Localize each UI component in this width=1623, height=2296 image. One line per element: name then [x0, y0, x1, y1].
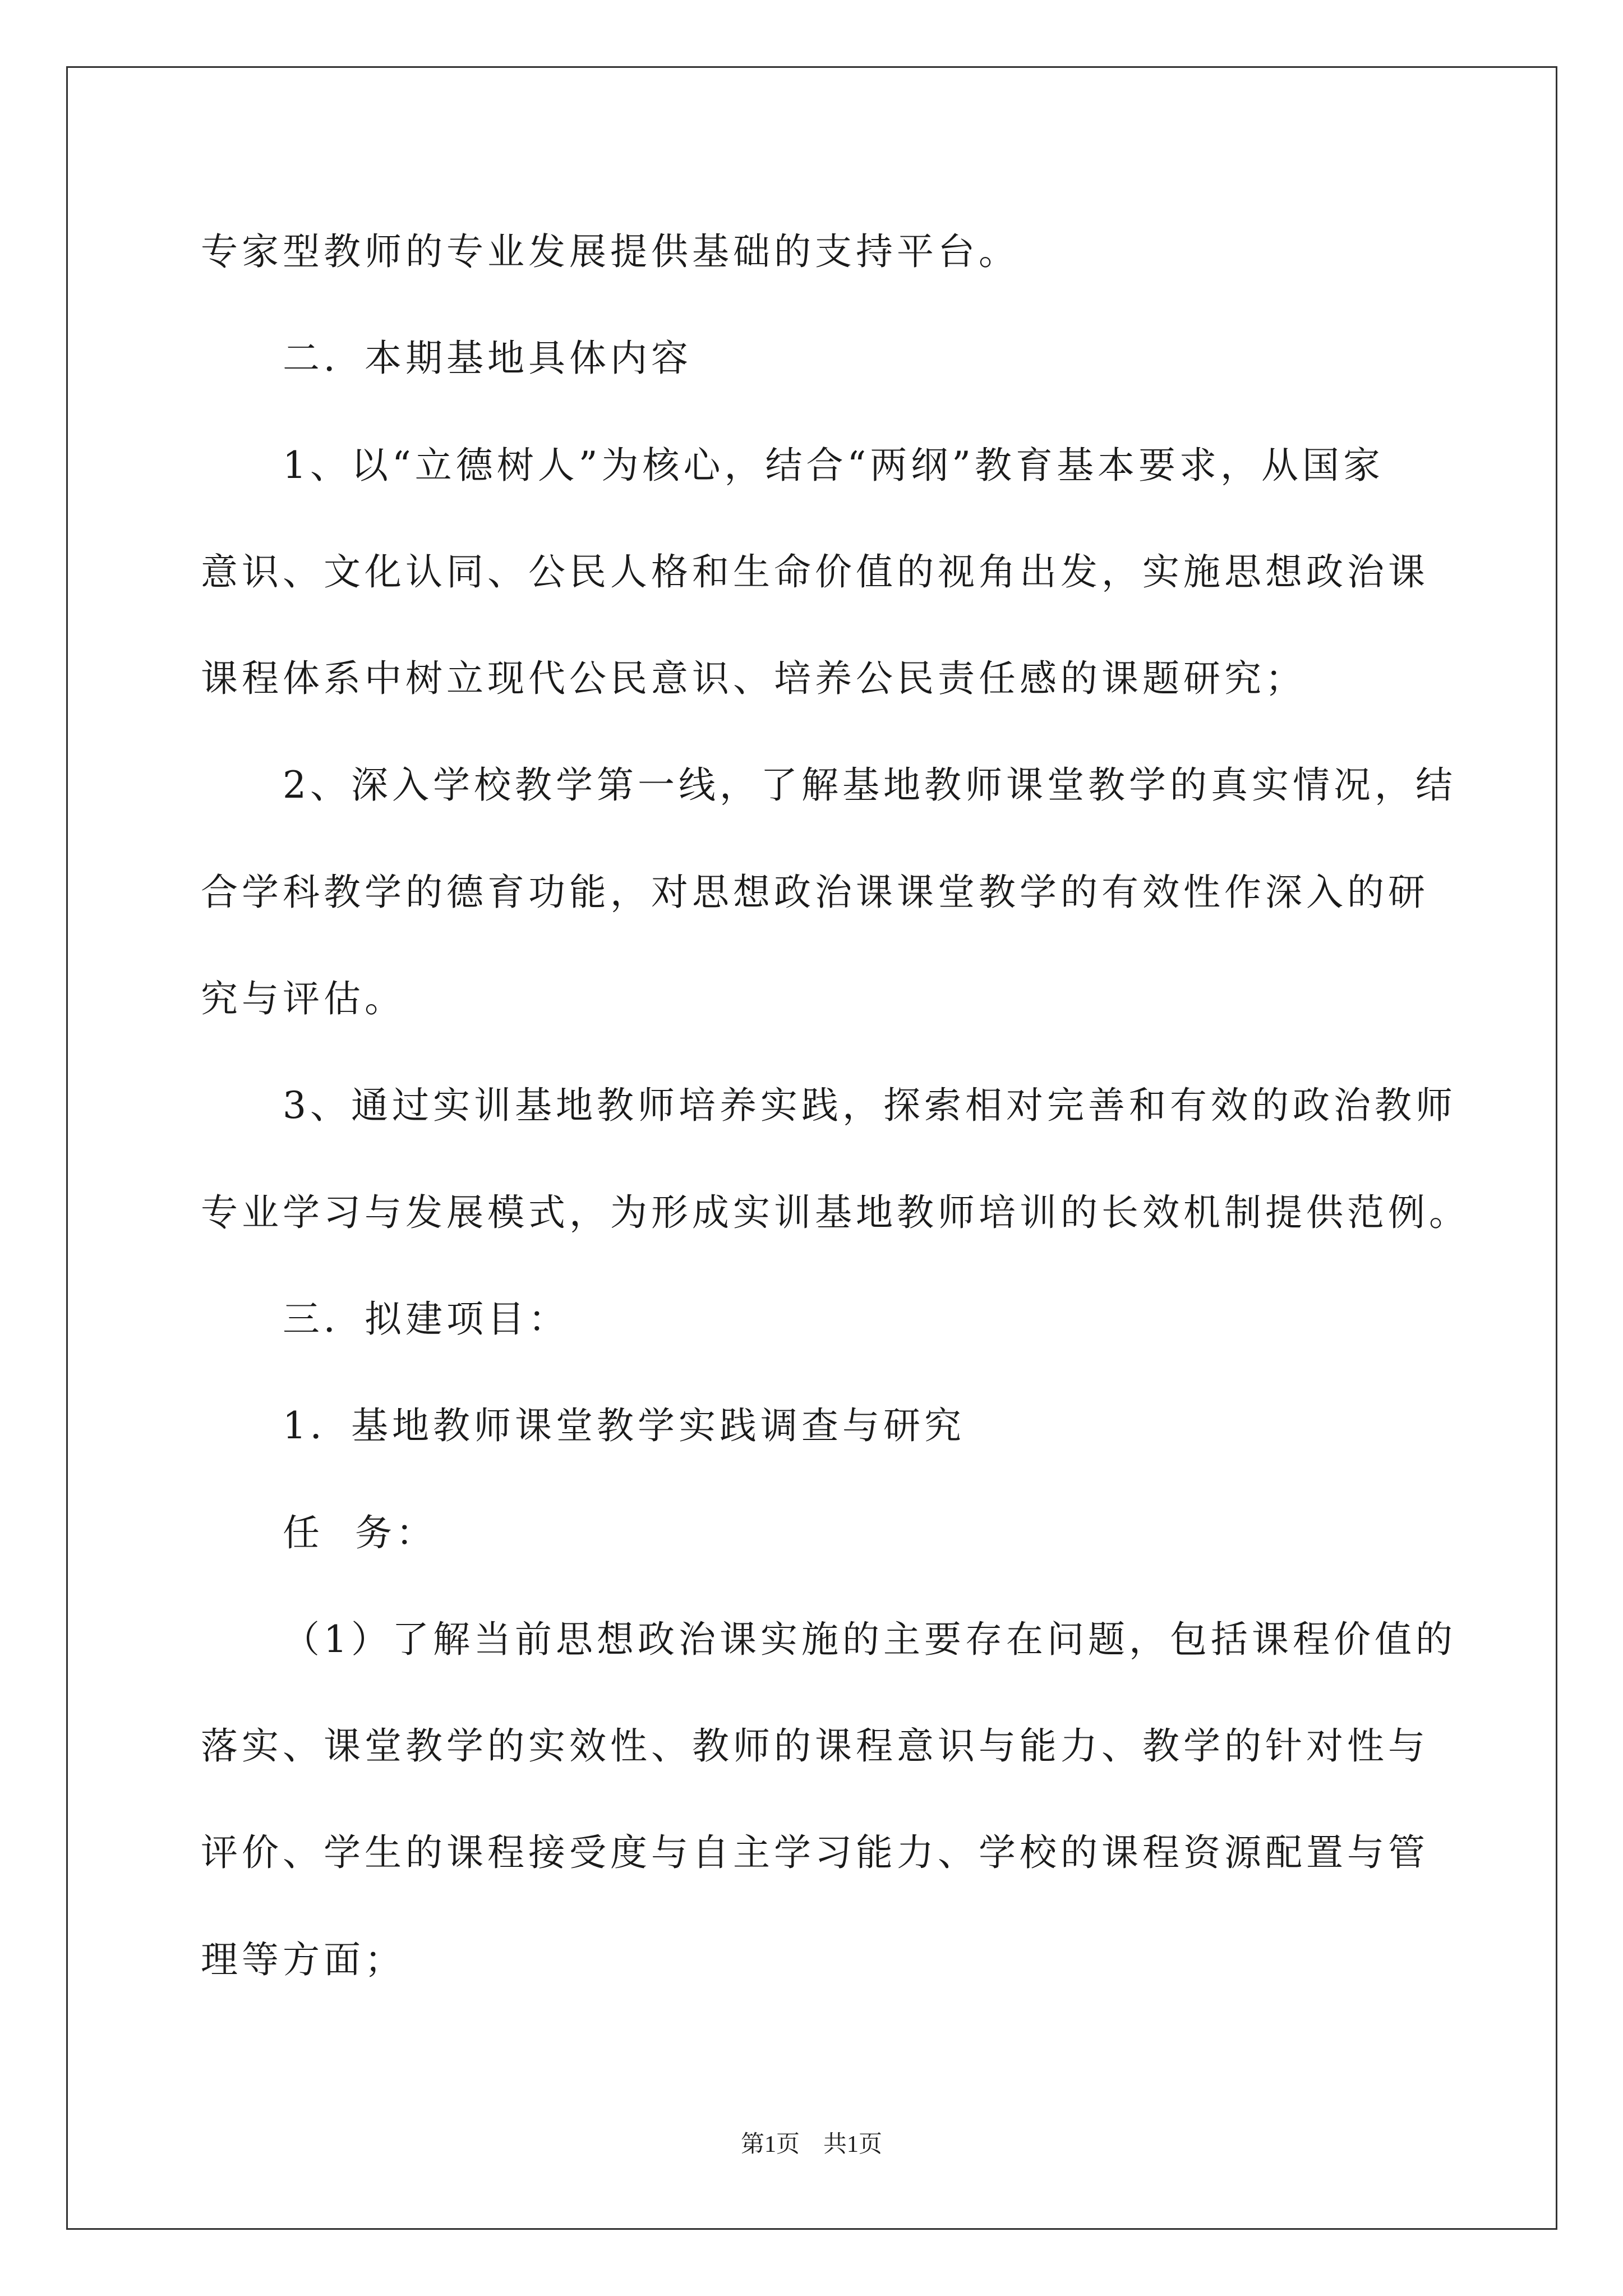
heading-line: 1．基地教师课堂教学实践调查与研究 [283, 1404, 965, 1448]
section-heading-3 [201, 1266, 1536, 1373]
paragraph-item-3 [201, 1052, 1536, 1266]
heading-line: 三．拟建项目： [283, 1297, 569, 1341]
text-line: （1）了解当前思想政治课实施的主要存在问题，包括课程价值的 [283, 1617, 1456, 1661]
task-label [201, 1480, 1536, 1586]
page-number-footer: 第1页 共1页 [740, 2132, 882, 2157]
paragraph-item-1 [201, 412, 1536, 733]
text-line: 3、通过实训基地教师培养实践，探索相对完善和有效的政治教师 [283, 1084, 1456, 1128]
paragraph-continuation [201, 199, 1536, 305]
text-line: 评价、学生的课程接受度与自主学习能力、学校的课程资源配置与管 [201, 1831, 1429, 1875]
text-line: 1、以“立德树人”为核心，结合“两纲”教育基本要求，从国家 [283, 443, 1384, 487]
text-line: 合学科教学的德育功能，对思想政治课课堂教学的有效性作深入的研 [201, 870, 1429, 914]
text-line: 2、深入学校教学第一线，了解基地教师课堂教学的真实情况，结 [283, 763, 1456, 807]
text-line: 究与评估。 [201, 977, 405, 1021]
task-item-1 [201, 1586, 1536, 2013]
text-line: 专业学习与发展模式，为形成实训基地教师培训的长效机制提供范例。 [201, 1190, 1470, 1234]
text-line: 落实、课堂教学的实效性、教师的课程意识与能力、教学的针对性与 [201, 1724, 1429, 1768]
heading-line: 二．本期基地具体内容 [283, 337, 692, 380]
text-line: 意识、文化认同、公民人格和生命价值的视角出发，实施思想政治课 [201, 550, 1429, 593]
text-line: 专家型教师的专业发展提供基础的支持平台。 [201, 230, 1020, 273]
project-title-1 [201, 1373, 1536, 1479]
text-line: 理等方面； [201, 1938, 405, 1981]
text-line: 任 务： [283, 1511, 437, 1554]
section-heading-2 [201, 305, 1536, 412]
document-body [201, 199, 1536, 2013]
text-line: 课程体系中树立现代公民意识、培养公民责任感的课题研究； [201, 657, 1306, 701]
paragraph-item-2 [201, 732, 1536, 1052]
